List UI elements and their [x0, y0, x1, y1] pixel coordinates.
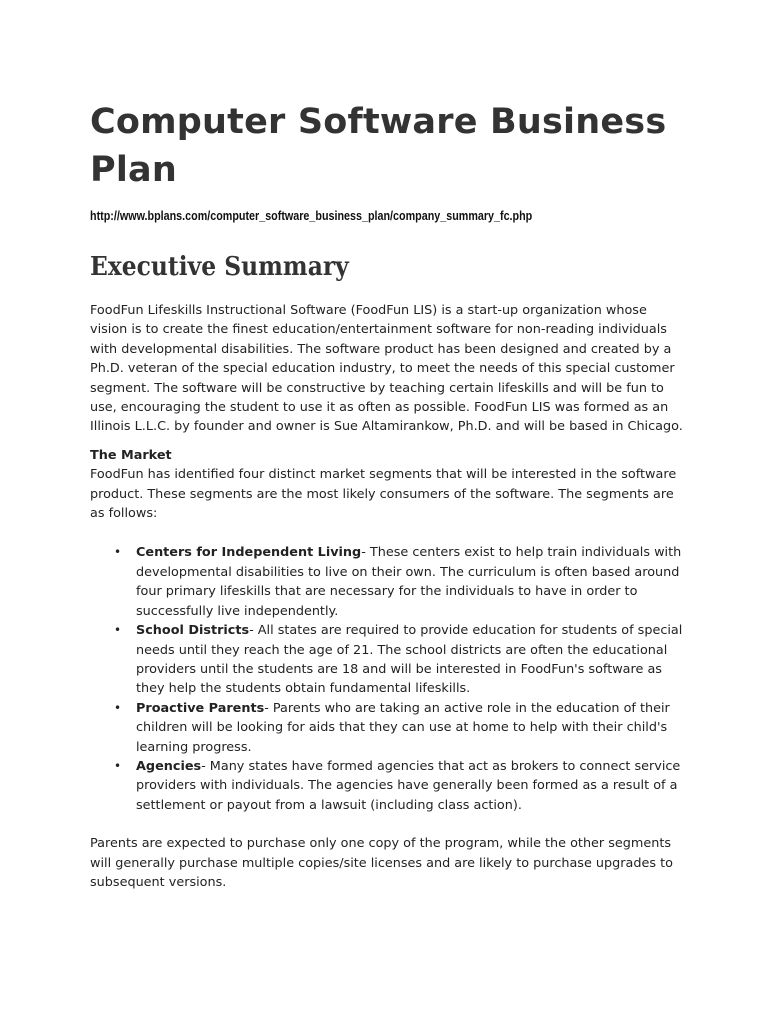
market-segment-list — [90, 543, 686, 815]
closing-paragraph: Parents are expected to purchase only one copy of the program, while the other segments will generally purchase multiple copies/site licenses and are likely to purchase upgrades to subsequent versions. — [90, 836, 673, 890]
bullet-icon: • — [114, 758, 122, 773]
section-heading-executive-summary: Executive Summary — [90, 252, 349, 282]
document-title: Computer Software Business Plan — [90, 102, 667, 190]
source-url: http://www.bplans.com/computer_software_business_plan/company_summary_fc.php — [90, 209, 533, 223]
bullet-icon: • — [114, 700, 122, 715]
document-content — [90, 98, 686, 892]
segment-term: Proactive Parents — [136, 700, 265, 716]
bullet-icon: • — [114, 623, 122, 638]
intro-paragraph: FoodFun Lifeskills Instructional Software (FoodFun LIS) is a start-up organization whose vision is to create the finest education/entertainment software for non-reading individuals with developmental disabilities. The software product has been designed and created by a Ph.D. veteran of the special education industry, to meet the needs of this special customer segment. The software will be constructive by teaching certain lifeskills and will be fun to use, encouraging the student to use it as often as possible. FoodFun LIS was formed as an Illinois L.L.C. by founder and owner is Sue Altamirankow, Ph.D. and will be based in Chicago. — [90, 303, 683, 435]
market-heading: The Market — [90, 447, 172, 463]
segment-term: Agencies — [136, 758, 202, 774]
bullet-icon: • — [114, 545, 122, 560]
segment-description: - All states are required to provide education for students of special needs until they reach the age of 21. The school districts are often the educational providers until the students are 18 and will be interested in FoodFun's software as they help the students obtain fundamental lifeskills. — [136, 623, 683, 697]
segment-term: School Districts — [136, 623, 250, 639]
market-segment-item — [114, 621, 686, 699]
segment-description: - Parents who are taking an active role in the education of their children will be looking for aids that they can use at home to help with their child's learning progress. — [136, 700, 670, 755]
market-segment-item — [114, 699, 686, 757]
market-paragraph: FoodFun has identified four distinct market segments that will be interested in the software product. These segments are the most likely consumers of the software. The segments are as follows: — [90, 467, 677, 522]
market-segment-item — [114, 757, 686, 815]
segment-description: - Many states have formed agencies that act as brokers to connect service providers with individuals. The agencies have generally been formed as a result of a settlement or payout from a lawsuit (including class action). — [136, 758, 681, 813]
segment-term: Centers for Independent Living — [136, 545, 362, 561]
segment-description: - These centers exist to help train individuals with developmental disabilities to live on their own. The curriculum is often based around four primary lifeskills that are necessary for the individuals to have in order to successfully live independently. — [136, 545, 682, 619]
market-segment-item — [114, 543, 686, 621]
